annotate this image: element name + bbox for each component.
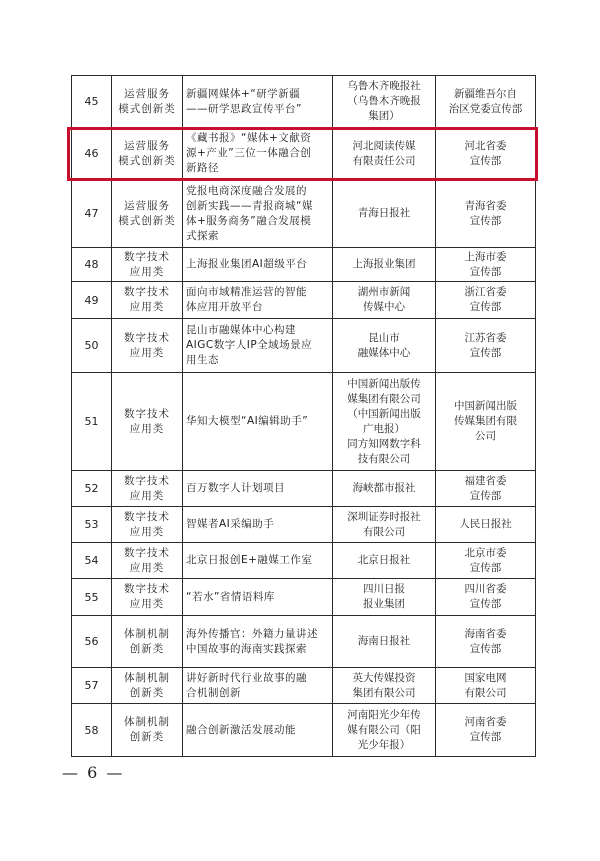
page-number: — 6 — (62, 763, 125, 782)
row-number: 49 (72, 282, 112, 319)
recommender-cell: 浙江省委 宣传部 (436, 282, 536, 319)
applicant-unit-cell: 海峡都市报社 (333, 471, 436, 507)
project-name-cell: 党报电商深度融合发展的 创新实践——青报商城“媒 体+服务商务”融合发展模 式探索 (183, 180, 333, 248)
table-row (72, 543, 536, 579)
row-number: 52 (72, 471, 112, 507)
project-name-cell: 上海报业集团AI超级平台 (183, 248, 333, 282)
project-name-cell: 海外传播官：外籍力量讲述 中国故事的海南实践探索 (183, 616, 333, 668)
table-row (72, 579, 536, 616)
applicant-unit-cell: 昆山市 融媒体中心 (333, 319, 436, 373)
recommender-cell: 江苏省委 宣传部 (436, 319, 536, 373)
category-cell: 体制机制 创新类 (112, 668, 183, 704)
category-cell: 数字技术 应用类 (112, 579, 183, 616)
table-row (72, 507, 536, 543)
category-cell: 运营服务 模式创新类 (112, 76, 183, 128)
table-row (72, 373, 536, 471)
project-name-cell: 《藏书报》“媒体+文献资 源+产业”三位一体融合创 新路径 (183, 128, 333, 180)
category-cell: 体制机制 创新类 (112, 704, 183, 757)
row-number: 47 (72, 180, 112, 248)
category-cell: 运营服务 模式创新类 (112, 180, 183, 248)
recommender-cell: 北京市委 宣传部 (436, 543, 536, 579)
category-cell: 数字技术 应用类 (112, 507, 183, 543)
recommender-cell: 新疆维吾尔自 治区党委宣传部 (436, 76, 536, 128)
applicant-unit-cell: 北京日报社 (333, 543, 436, 579)
row-number: 45 (72, 76, 112, 128)
table-row (72, 704, 536, 757)
recommender-cell: 海南省委 宣传部 (436, 616, 536, 668)
table-row (72, 180, 536, 248)
recommender-cell: 中国新闻出版 传媒集团有限 公司 (436, 373, 536, 471)
project-name-cell: 百万数字人计划项目 (183, 471, 333, 507)
applicant-unit-cell: 河南阳光少年传 媒有限公司（阳 光少年报） (333, 704, 436, 757)
row-number: 54 (72, 543, 112, 579)
project-name-cell: 智媒者AI采编助手 (183, 507, 333, 543)
category-cell: 体制机制 创新类 (112, 616, 183, 668)
category-cell: 数字技术 应用类 (112, 471, 183, 507)
applicant-unit-cell: 四川日报 报业集团 (333, 579, 436, 616)
applicant-unit-cell: 上海报业集团 (333, 248, 436, 282)
category-cell: 数字技术 应用类 (112, 319, 183, 373)
category-cell: 数字技术 应用类 (112, 248, 183, 282)
applicant-unit-cell: 英大传媒投资 集团有限公司 (333, 668, 436, 704)
project-name-cell: 融合创新激活发展动能 (183, 704, 333, 757)
table-row (72, 471, 536, 507)
applicant-unit-cell: 青海日报社 (333, 180, 436, 248)
category-cell: 数字技术 应用类 (112, 282, 183, 319)
project-table (71, 75, 536, 757)
recommender-cell: 人民日报社 (436, 507, 536, 543)
table-row (72, 616, 536, 668)
recommender-cell: 河北省委 宣传部 (436, 128, 536, 180)
recommender-cell: 上海市委 宣传部 (436, 248, 536, 282)
recommender-cell: 福建省委 宣传部 (436, 471, 536, 507)
table-row (72, 248, 536, 282)
applicant-unit-cell: 湖州市新闻 传媒中心 (333, 282, 436, 319)
applicant-unit-cell: 深圳证券时报社 有限公司 (333, 507, 436, 543)
row-number: 53 (72, 507, 112, 543)
applicant-unit-cell: 乌鲁木齐晚报社 （乌鲁木齐晚报 集团） (333, 76, 436, 128)
table-row-highlighted (72, 128, 536, 180)
row-number: 48 (72, 248, 112, 282)
row-number: 46 (72, 128, 112, 180)
project-name-cell: 华知大模型“AI编辑助手” (183, 373, 333, 471)
row-number: 55 (72, 579, 112, 616)
recommender-cell: 青海省委 宣传部 (436, 180, 536, 248)
applicant-unit-cell: 中国新闻出版传 媒集团有限公司 （中国新闻出版 广电报） 同方知网数字科 技有限公司 (333, 373, 436, 471)
category-cell: 运营服务 模式创新类 (112, 128, 183, 180)
project-name-cell: 讲好新时代行业故事的融 合机制创新 (183, 668, 333, 704)
table-row (72, 668, 536, 704)
row-number: 57 (72, 668, 112, 704)
recommender-cell: 河南省委 宣传部 (436, 704, 536, 757)
category-cell: 数字技术 应用类 (112, 543, 183, 579)
recommender-cell: 四川省委 宣传部 (436, 579, 536, 616)
project-name-cell: 面向市域精准运营的智能 体应用开放平台 (183, 282, 333, 319)
applicant-unit-cell: 河北阅读传媒 有限责任公司 (333, 128, 436, 180)
row-number: 56 (72, 616, 112, 668)
table-row (72, 76, 536, 128)
project-name-cell: 北京日报创E+融媒工作室 (183, 543, 333, 579)
row-number: 51 (72, 373, 112, 471)
row-number: 50 (72, 319, 112, 373)
table-row (72, 282, 536, 319)
project-name-cell: 新疆网媒体+“研学新疆 ——研学思政宣传平台” (183, 76, 333, 128)
category-cell: 数字技术 应用类 (112, 373, 183, 471)
project-name-cell: “若水”省情语料库 (183, 579, 333, 616)
recommender-cell: 国家电网 有限公司 (436, 668, 536, 704)
table-row (72, 319, 536, 373)
project-name-cell: 昆山市融媒体中心构建 AIGC数字人IP全域场景应 用生态 (183, 319, 333, 373)
row-number: 58 (72, 704, 112, 757)
applicant-unit-cell: 海南日报社 (333, 616, 436, 668)
